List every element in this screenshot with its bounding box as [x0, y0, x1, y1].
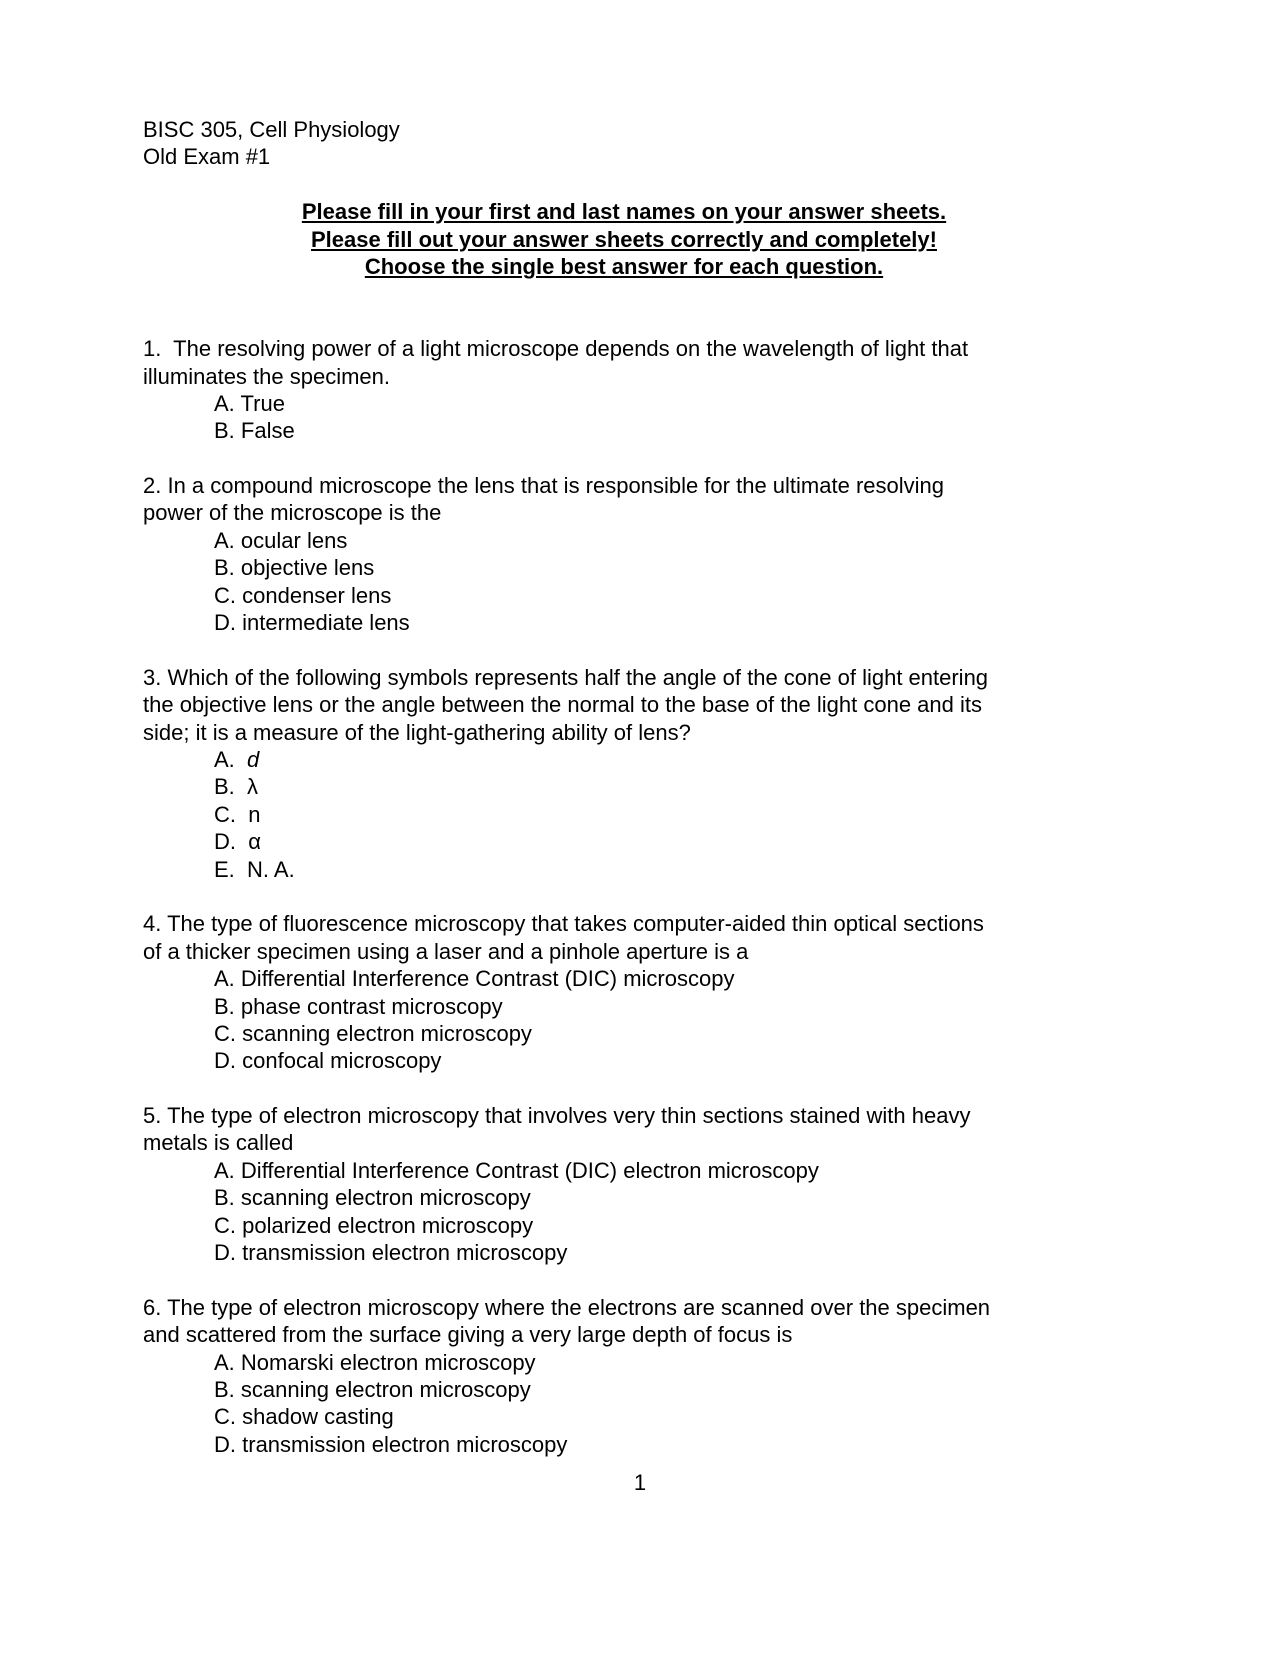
- option-letter: D.: [214, 1240, 236, 1266]
- instruction-choose: Choose the single best answer for each question.: [364, 253, 884, 279]
- question-text: and scattered from the surface giving a very large depth of focus is: [143, 1322, 793, 1348]
- option-letter: D.: [214, 610, 236, 636]
- option-text: α: [248, 829, 261, 855]
- question-3: [143, 664, 1123, 911]
- option-letter: D.: [214, 829, 243, 855]
- option-letter: E.: [214, 856, 241, 882]
- question-text: 2. In a compound microscope the lens that is responsible for the ultimate resolving: [143, 473, 944, 499]
- option-letter: A.: [214, 1157, 235, 1183]
- answer-option: [143, 1239, 1123, 1266]
- question-text: illuminates the specimen.: [143, 363, 391, 389]
- option-letter: B.: [214, 1376, 235, 1402]
- option-text: condenser lens: [242, 582, 392, 608]
- option-text: ocular lens: [240, 527, 348, 553]
- option-letter: A.: [214, 1349, 235, 1375]
- instruction-names: Please fill in your first and last names on your answer sheets.: [301, 199, 947, 225]
- answer-option: [143, 856, 1123, 883]
- answer-option: [143, 1020, 1123, 1047]
- answer-option: [143, 1157, 1123, 1184]
- question-1: [143, 335, 1123, 472]
- answer-option: [143, 965, 1123, 992]
- option-letter: B.: [214, 555, 235, 581]
- course-title: BISC 305, Cell Physiology: [143, 117, 400, 142]
- question-5: [143, 1102, 1123, 1294]
- question-text: side; it is a measure of the light-gathering ability of lens?: [143, 719, 691, 745]
- question-text: 3. Which of the following symbols represents half the angle of the cone of light entering: [143, 664, 989, 690]
- answer-option: [143, 773, 1123, 800]
- option-letter: B.: [214, 1185, 235, 1211]
- option-letter: B.: [214, 993, 235, 1019]
- option-letter: A.: [214, 966, 235, 992]
- answer-option: [143, 801, 1123, 828]
- option-letter: B.: [214, 418, 235, 444]
- question-text: 1. The resolving power of a light microscope depends on the wavelength of light that: [143, 336, 969, 362]
- option-letter: A.: [214, 527, 235, 553]
- option-text: λ: [247, 774, 259, 800]
- answer-option: [143, 1047, 1123, 1074]
- option-text: phase contrast microscopy: [240, 993, 503, 1019]
- answer-option: [143, 390, 1123, 417]
- option-text: scanning electron microscopy: [240, 1376, 531, 1402]
- option-text: polarized electron microscopy: [242, 1212, 534, 1238]
- question-text: metals is called: [143, 1130, 294, 1156]
- instruction-fill-out: Please fill out your answer sheets correctly and completely!: [310, 226, 937, 252]
- option-text: shadow casting: [242, 1404, 394, 1430]
- option-letter: B.: [214, 774, 241, 800]
- answer-option: [143, 828, 1123, 855]
- option-text: N. A.: [247, 856, 295, 882]
- page-number: 1: [633, 1470, 647, 1495]
- answer-option: [143, 582, 1123, 609]
- answer-option: [143, 417, 1123, 444]
- option-text: d: [247, 746, 260, 772]
- question-4: [143, 910, 1123, 1102]
- option-letter: A.: [214, 746, 241, 772]
- answer-option: [143, 554, 1123, 581]
- option-text: True: [240, 390, 285, 416]
- answer-option: [143, 1184, 1123, 1211]
- option-text: n: [248, 801, 261, 827]
- option-text: Nomarski electron microscopy: [240, 1349, 536, 1375]
- question-text: of a thicker specimen using a laser and a pinhole aperture is a: [143, 938, 749, 964]
- option-text: Differential Interference Contrast (DIC) microscopy: [240, 966, 735, 992]
- question-text: power of the microscope is the: [143, 500, 442, 526]
- answer-option: [143, 1403, 1123, 1430]
- option-text: scanning electron microscopy: [242, 1020, 532, 1046]
- option-letter: A.: [214, 390, 235, 416]
- answer-option: [143, 993, 1123, 1020]
- option-letter: D.: [214, 1048, 236, 1074]
- option-letter: C.: [214, 582, 236, 608]
- option-text: scanning electron microscopy: [240, 1185, 531, 1211]
- exam-page: [143, 116, 1123, 1458]
- answer-option: [143, 527, 1123, 554]
- option-text: confocal microscopy: [242, 1048, 442, 1074]
- option-letter: D.: [214, 1431, 236, 1457]
- question-text: the objective lens or the angle between the normal to the base of the light cone and its: [143, 692, 982, 718]
- option-letter: C.: [214, 1212, 236, 1238]
- answer-option: [143, 1349, 1123, 1376]
- question-text: 5. The type of electron microscopy that involves very thin sections stained with heavy: [143, 1103, 971, 1129]
- question-2: [143, 472, 1123, 664]
- answer-option: [143, 746, 1123, 773]
- option-letter: C.: [214, 1020, 236, 1046]
- answer-option: [143, 1212, 1123, 1239]
- question-list: [143, 335, 1123, 1458]
- option-text: Differential Interference Contrast (DIC) electron microscopy: [240, 1157, 819, 1183]
- question-6: [143, 1294, 1123, 1458]
- option-letter: C.: [214, 1404, 236, 1430]
- answer-option: [143, 1376, 1123, 1403]
- answer-option: [143, 609, 1123, 636]
- exam-title: Old Exam #1: [143, 144, 271, 170]
- option-text: intermediate lens: [242, 610, 410, 636]
- question-text: 4. The type of fluorescence microscopy that takes computer-aided thin optical sections: [143, 911, 984, 937]
- option-text: objective lens: [240, 555, 375, 581]
- option-text: transmission electron microscopy: [242, 1240, 568, 1266]
- option-letter: C.: [214, 801, 243, 827]
- option-text: transmission electron microscopy: [242, 1431, 568, 1457]
- answer-option: [143, 1431, 1123, 1458]
- question-text: 6. The type of electron microscopy where the electrons are scanned over the specimen: [143, 1294, 991, 1320]
- option-text: False: [240, 418, 295, 444]
